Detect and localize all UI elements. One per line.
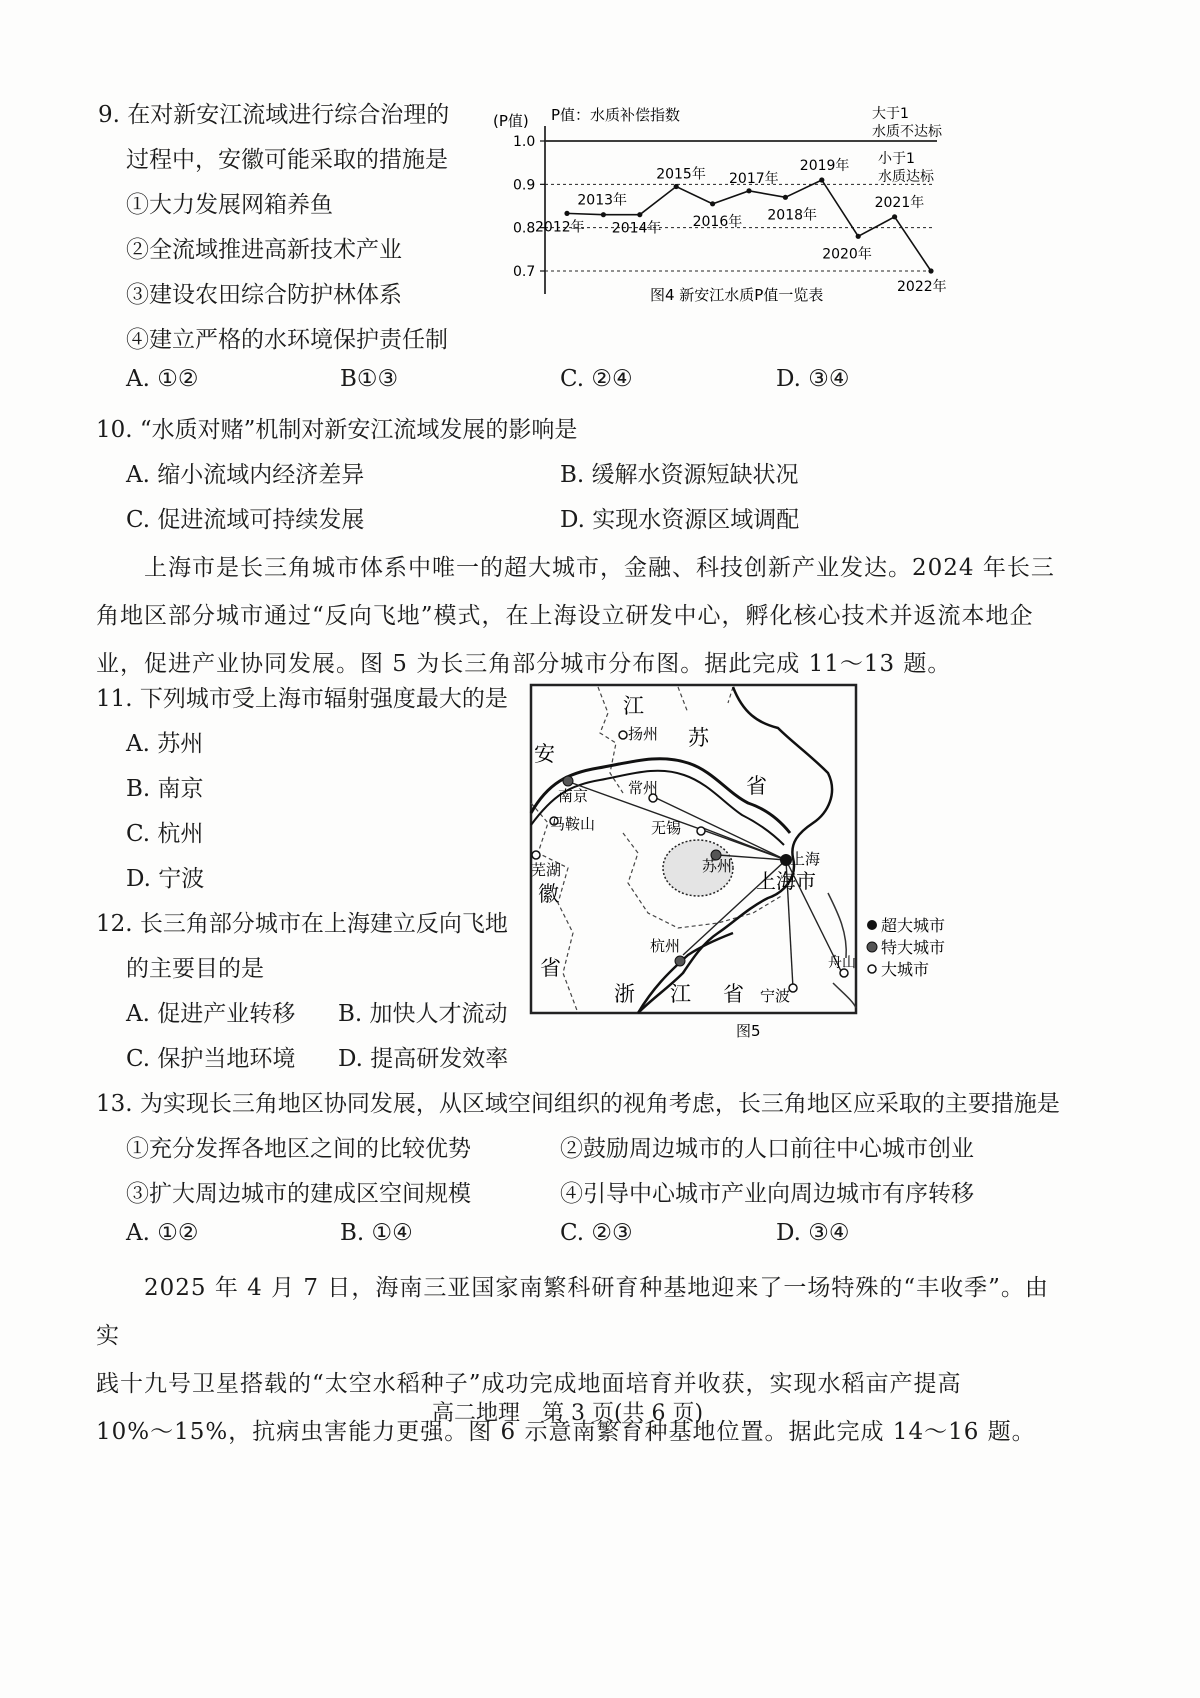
map-city-label: 上海	[790, 850, 821, 868]
passage-line: 10%～15%，抗病虫害能力更强。图 6 示意南繁育种基地位置。据此完成 14～16 题。	[96, 1419, 1036, 1445]
q13-option-c[interactable]: C. ②③	[560, 1220, 633, 1246]
q12-option-d[interactable]: D. 提高研发效率	[338, 1046, 509, 1072]
map-city-label: 芜湖	[531, 861, 562, 879]
map-city-label: 苏州	[702, 857, 733, 875]
q13-item-4: ④引导中心城市产业向周边城市有序转移	[560, 1181, 974, 1207]
chart-point-label: 2012年	[535, 219, 585, 236]
chart-point-label: 2021年	[874, 194, 925, 211]
chart-point-label: 2015年	[656, 166, 706, 183]
q11-stem: 11. 下列城市受上海市辐射强度最大的是	[96, 686, 508, 712]
chart-ytick-label: 1.0	[513, 134, 536, 150]
passage-line: 2025 年 4 月 7 日，海南三亚国家南繁科研育种基地迎来了一场特殊的“丰收季”。由实	[96, 1275, 1049, 1349]
q13-item-3: ③扩大周边城市的建成区空间规模	[126, 1181, 471, 1207]
figure5-map	[528, 683, 968, 1043]
chart-annotation-2b: 水质达标	[878, 169, 934, 185]
chart-point-label: 2019年	[799, 158, 850, 174]
chart-ytick-label: 0.9	[513, 177, 536, 194]
chart-ytick-label: 0.8	[513, 220, 536, 237]
chart-point	[892, 214, 897, 219]
map-city-label: 常州	[628, 779, 659, 797]
map-caption: 图5	[736, 1022, 761, 1040]
map-city-label: 扬州	[628, 725, 659, 743]
q11-option-c[interactable]: C. 杭州	[126, 821, 204, 847]
q10-option-a[interactable]: A. 缩小流域内经济差异	[126, 462, 365, 488]
map-province-char: 安	[534, 742, 555, 766]
q9-option-d[interactable]: D. ③④	[776, 366, 850, 392]
map-province-char: 浙	[614, 982, 635, 1006]
q12-option-a[interactable]: A. 促进产业转移	[126, 1001, 296, 1027]
q11-option-a[interactable]: A. 苏州	[126, 731, 204, 757]
map-city-label: 宁波	[760, 987, 791, 1005]
map-province-char: 省	[540, 956, 561, 980]
map-legend-1: 超大城市	[881, 916, 946, 935]
passage-line: 上海市是长三角城市体系中唯一的超大城市，金融、科技创新产业发达。2024 年长三	[96, 555, 1055, 581]
q9-stem-line2: 过程中，安徽可能采取的措施是	[126, 147, 448, 173]
q9-item-3: ③建设农田综合防护林体系	[126, 282, 402, 308]
q13-option-a[interactable]: A. ①②	[126, 1220, 199, 1246]
map-province-char: 徽	[538, 882, 559, 906]
chart-point-label: 2022年	[897, 279, 947, 295]
chart-point	[637, 212, 642, 217]
q12-option-b[interactable]: B. 加快人才流动	[338, 1001, 508, 1027]
q13-stem: 13. 为实现长三角地区协同发展，从区域空间组织的视角考虑，长三角地区应采取的主要措施是	[96, 1091, 1060, 1117]
map-city-label: 杭州	[650, 937, 681, 955]
chart-title: 图4 新安江水质P值一览表	[650, 286, 824, 304]
q11-option-d[interactable]: D. 宁波	[126, 866, 205, 892]
q9-item-1: ①大力发展网箱养鱼	[126, 192, 333, 218]
map-shanghai-label: 上海市	[756, 869, 816, 893]
chart-point	[856, 234, 861, 239]
map-city-label: 无锡	[651, 819, 682, 837]
q9-option-c[interactable]: C. ②④	[560, 366, 633, 392]
q12-option-c[interactable]: C. 保护当地环境	[126, 1046, 296, 1072]
figure4-line-chart	[485, 96, 965, 311]
map-province-char: 江	[623, 694, 644, 718]
chart-point	[783, 195, 788, 200]
map-city-label: 马鞍山	[550, 815, 596, 833]
chart-ylabel: (P值)	[493, 112, 529, 130]
q10-stem: 10. “水质对赌”机制对新安江流域发展的影响是	[96, 417, 578, 443]
map-city-label: 舟山	[828, 955, 856, 971]
chart-point	[674, 184, 679, 189]
chart-point	[746, 188, 751, 193]
q10-option-d[interactable]: D. 实现水资源区域调配	[560, 507, 800, 533]
q12-stem-line1: 12. 长三角部分城市在上海建立反向飞地	[96, 911, 508, 937]
q13-item-1: ①充分发挥各地区之间的比较优势	[126, 1136, 471, 1162]
chart-point	[710, 201, 715, 206]
q9-stem-line1: 9. 在对新安江流域进行综合治理的	[98, 102, 450, 128]
map-legend-2: 特大城市	[881, 938, 946, 957]
map-province-char: 省	[746, 774, 767, 798]
q13-item-2: ②鼓励周边城市的人口前往中心城市创业	[560, 1136, 974, 1162]
chart-legend-note: P值：水质补偿指数	[551, 106, 681, 124]
q10-option-b[interactable]: B. 缓解水资源短缺状况	[560, 462, 799, 488]
q9-option-a[interactable]: A. ①②	[126, 366, 199, 392]
q9-item-4: ④建立严格的水环境保护责任制	[126, 327, 448, 353]
chart-point-label: 2018年	[767, 207, 818, 224]
q9-item-2: ②全流域推进高新技术产业	[126, 237, 402, 263]
chart-annotation-1b: 水质不达标	[872, 124, 942, 140]
chart-annotation-2a: 小于1	[878, 151, 915, 167]
passage-space-rice	[96, 1264, 1056, 1456]
chart-point	[819, 177, 824, 182]
map-legend-3: 大城市	[881, 960, 930, 979]
map-province-char: 省	[723, 982, 744, 1006]
map-province-char: 江	[670, 982, 691, 1006]
chart-ytick-label: 0.7	[513, 264, 536, 280]
chart-point-label: 2013年	[577, 192, 628, 209]
chart-point-label: 2020年	[822, 246, 872, 263]
chart-point	[928, 268, 933, 273]
passage-shanghai	[96, 544, 1056, 688]
passage-line: 业，促进产业协同发展。图 5 为长三角部分城市分布图。据此完成 11～13 题。	[96, 651, 952, 677]
chart-point	[601, 212, 606, 217]
q11-option-b[interactable]: B. 南京	[126, 776, 204, 802]
chart-point-label: 2016年	[692, 213, 743, 230]
q9-option-b[interactable]: B①③	[340, 366, 399, 392]
chart-point-label: 2014年	[611, 220, 662, 237]
passage-line: 角地区部分城市通过“反向飞地”模式，在上海设立研发中心，孵化核心技术并返流本地企	[96, 603, 1034, 629]
q13-option-d[interactable]: D. ③④	[776, 1220, 850, 1246]
chart-annotation-1a: 大于1	[872, 106, 909, 122]
map-city-label: 南京	[558, 787, 589, 805]
page-footer: 高二地理 第 3 页(共 6 页)	[432, 1401, 704, 1426]
q13-option-b[interactable]: B. ①④	[340, 1220, 413, 1246]
passage-line: 践十九号卫星搭载的“太空水稻种子”成功完成地面培育并收获，实现水稻亩产提高	[96, 1371, 962, 1397]
map-province-char: 苏	[688, 726, 709, 750]
chart-point-label: 2017年	[729, 170, 779, 187]
q10-option-c[interactable]: C. 促进流域可持续发展	[126, 507, 365, 533]
q12-stem-line2: 的主要目的是	[126, 956, 264, 982]
chart-point	[564, 211, 569, 216]
